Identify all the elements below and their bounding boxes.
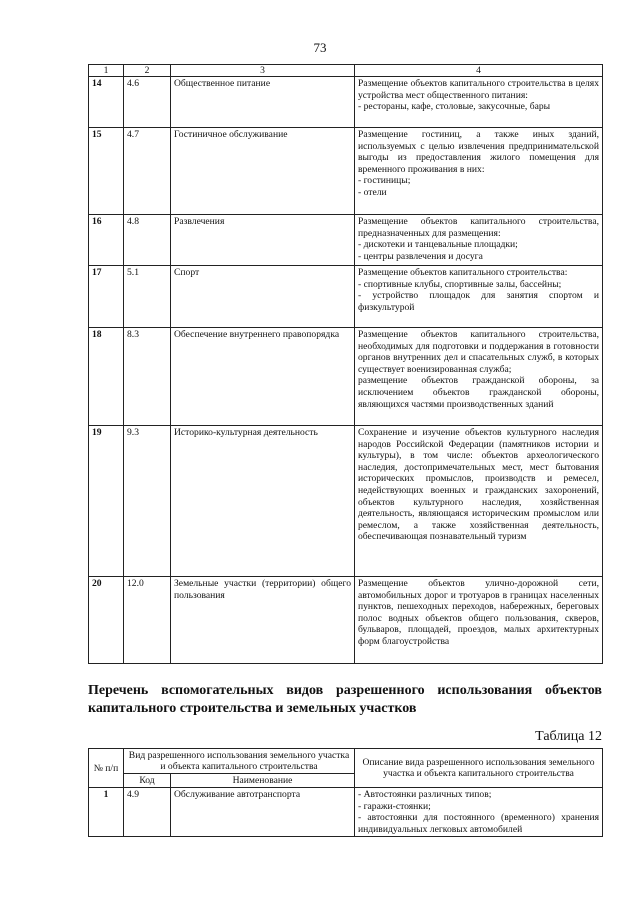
land-use-table xyxy=(88,64,603,664)
description-line: - спортивные клубы, спортивные залы, бассейны; xyxy=(358,278,562,290)
description-line: Размещение объектов капитального строительства в целях устройства мест общественного питания: xyxy=(358,78,599,101)
row-number: 18 xyxy=(89,328,124,426)
use-name: Обслуживание автотранспорта xyxy=(171,788,355,837)
description-line: Размещение гостиниц, а также иных зданий, используемых с целью извлечения предпринимательской выгоды из предоставления жилого помещения для временного проживания в них: xyxy=(358,129,599,175)
description-line: - гостиницы; xyxy=(358,175,411,187)
table-row xyxy=(89,577,603,664)
description-line: - устройство площадок для занятия спортом и физкультурой xyxy=(358,290,599,313)
table-row xyxy=(89,77,603,128)
use-name: Обеспечение внутреннего правопорядка xyxy=(171,328,355,426)
table-row xyxy=(89,426,603,577)
table-row xyxy=(89,128,603,215)
use-name: Земельные участки (территории) общего пользования xyxy=(171,577,355,664)
row-number: 15 xyxy=(89,128,124,215)
use-description xyxy=(355,577,603,664)
use-name: Историко-культурная деятельность xyxy=(171,426,355,577)
description-line: Размещение объектов улично-дорожной сети, автомобильных дорог и тротуаров в границах населенных пунктов, пешеходных переходов, набережных, береговых полос водных объектов общего пользования, скверов, бульваров, площадей, проездов, малых архитектурных форм благоустройства xyxy=(358,578,599,647)
description-line: - Автостоянки различных типов; xyxy=(358,789,492,800)
use-description xyxy=(355,266,603,328)
row-number: 20 xyxy=(89,577,124,664)
use-description xyxy=(355,77,603,128)
header-num: № п/п xyxy=(89,749,124,788)
description-line: - центры развлечения и досуга xyxy=(358,250,483,262)
use-code: 12.0 xyxy=(124,577,171,664)
description-line: Размещение объектов капитального строительства: xyxy=(358,267,568,278)
use-name: Общественное питание xyxy=(171,77,355,128)
auxiliary-use-table xyxy=(88,748,603,837)
header-name: Наименование xyxy=(171,774,355,788)
column-number: 1 xyxy=(89,65,124,77)
use-code: 5.1 xyxy=(124,266,171,328)
table-row xyxy=(89,788,603,837)
description-line: Размещение объектов капитального строительства, предназначенных для размещения: xyxy=(358,216,599,239)
page-number: 73 xyxy=(313,40,327,55)
table-row xyxy=(89,328,603,426)
use-description xyxy=(355,328,603,426)
table-row xyxy=(89,266,603,328)
header-group: Вид разрешенного использования земельного участка и объекта капитального строительства xyxy=(124,749,355,774)
table-header-row xyxy=(89,749,603,774)
row-number: 14 xyxy=(89,77,124,128)
column-number: 4 xyxy=(355,65,603,77)
row-number: 1 xyxy=(89,788,124,837)
use-code: 4.8 xyxy=(124,215,171,266)
header-description: Описание вида разрешенного использования земельного участка и объекта капитального строительства xyxy=(355,749,603,788)
row-number: 19 xyxy=(89,426,124,577)
table-caption: Таблица 12 xyxy=(535,729,602,744)
use-name: Спорт xyxy=(171,266,355,328)
description-line: размещение объектов гражданской обороны, за исключением объектов гражданской обороны, являющихся частями производственных зданий xyxy=(358,375,599,410)
use-description xyxy=(355,788,603,837)
description-line: - гаражи-стоянки; xyxy=(358,800,431,812)
table-row xyxy=(89,215,603,266)
use-name: Гостиничное обслуживание xyxy=(171,128,355,215)
description-line: - отели xyxy=(358,186,387,198)
description-line: Размещение объектов капитального строительства, необходимых для подготовки и поддержания в готовности органов внутренних дел и спасательных служб, в которых существует военизированная служба; xyxy=(358,329,599,375)
use-description xyxy=(355,128,603,215)
use-code: 9.3 xyxy=(124,426,171,577)
use-code: 8.3 xyxy=(124,328,171,426)
use-description xyxy=(355,215,603,266)
use-code: 4.7 xyxy=(124,128,171,215)
description-line: - автостоянки для постоянного (временного) хранения индивидуальных легковых автомобилей xyxy=(358,812,600,835)
use-code: 4.6 xyxy=(124,77,171,128)
description-line: - рестораны, кафе, столовые, закусочные, бары xyxy=(358,101,551,113)
use-description xyxy=(355,426,603,577)
use-code: 4.9 xyxy=(124,788,171,837)
header-code: Код xyxy=(124,774,171,788)
column-number-row xyxy=(89,65,603,77)
description-line: - дискотеки и танцевальные площадки; xyxy=(358,239,518,251)
column-number: 2 xyxy=(124,65,171,77)
use-name: Развлечения xyxy=(171,215,355,266)
row-number: 17 xyxy=(89,266,124,328)
description-line: Сохранение и изучение объектов культурного наследия народов Российской Федерации (памятников истории и культуры), в том числе: объектов археологического наследия, достопримечательных мест, мест бытования исторических промыслов, производств и ремесел, недействующих военных и гражданских захоронений, объектов культурного наследия, хозяйственная деятельность, являющаяся историческим промыслом или ремеслом, а также хозяйственная деятельность, обеспечивающая познавательный туризм xyxy=(358,427,599,543)
section-title: Перечень вспомогательных видов разрешенного использования объектов капитального строительства и земельных участков xyxy=(88,683,602,716)
column-number: 3 xyxy=(171,65,355,77)
row-number: 16 xyxy=(89,215,124,266)
